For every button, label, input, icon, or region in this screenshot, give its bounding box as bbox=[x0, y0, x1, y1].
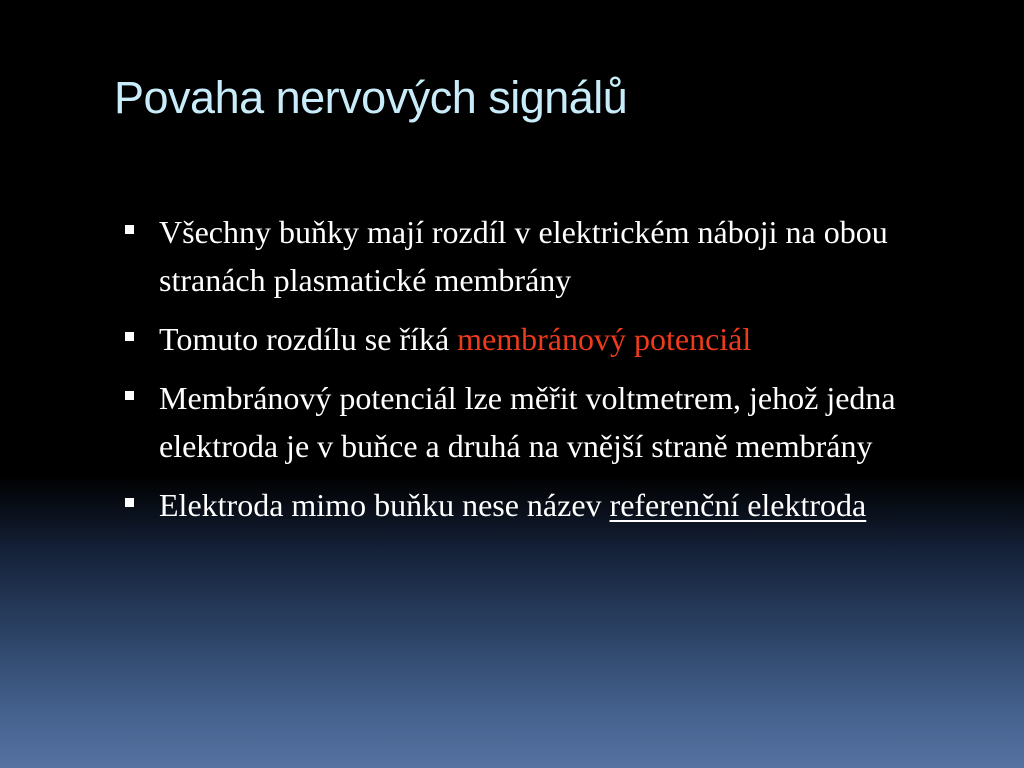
square-bullet-icon bbox=[125, 332, 134, 341]
bullet-text: Všechny buňky mají rozdíl v elektrickém náboji na obou stranách plasmatické membrány bbox=[159, 214, 888, 298]
bullet-text: Elektroda mimo buňku nese název bbox=[159, 487, 610, 523]
square-bullet-icon bbox=[125, 391, 134, 400]
reference-electrode-link[interactable]: referenční elektroda bbox=[609, 487, 867, 523]
bullet-text: Tomuto rozdílu se říká bbox=[159, 321, 458, 357]
bullet-item bbox=[122, 481, 972, 529]
square-bullet-icon bbox=[125, 498, 134, 507]
square-bullet-icon bbox=[125, 225, 134, 234]
slide-title: Povaha nervových signálů bbox=[114, 72, 628, 123]
bullet-text: Membránový potenciál lze měřit voltmetrem, jehož jedna elektroda je v buňce a druhá na vnější straně membrány bbox=[159, 380, 896, 464]
bullet-item bbox=[122, 315, 972, 363]
bullet-item bbox=[122, 374, 972, 470]
highlighted-term: membránový potenciál bbox=[457, 321, 752, 357]
bullet-list bbox=[122, 208, 972, 540]
bullet-item bbox=[122, 208, 972, 304]
